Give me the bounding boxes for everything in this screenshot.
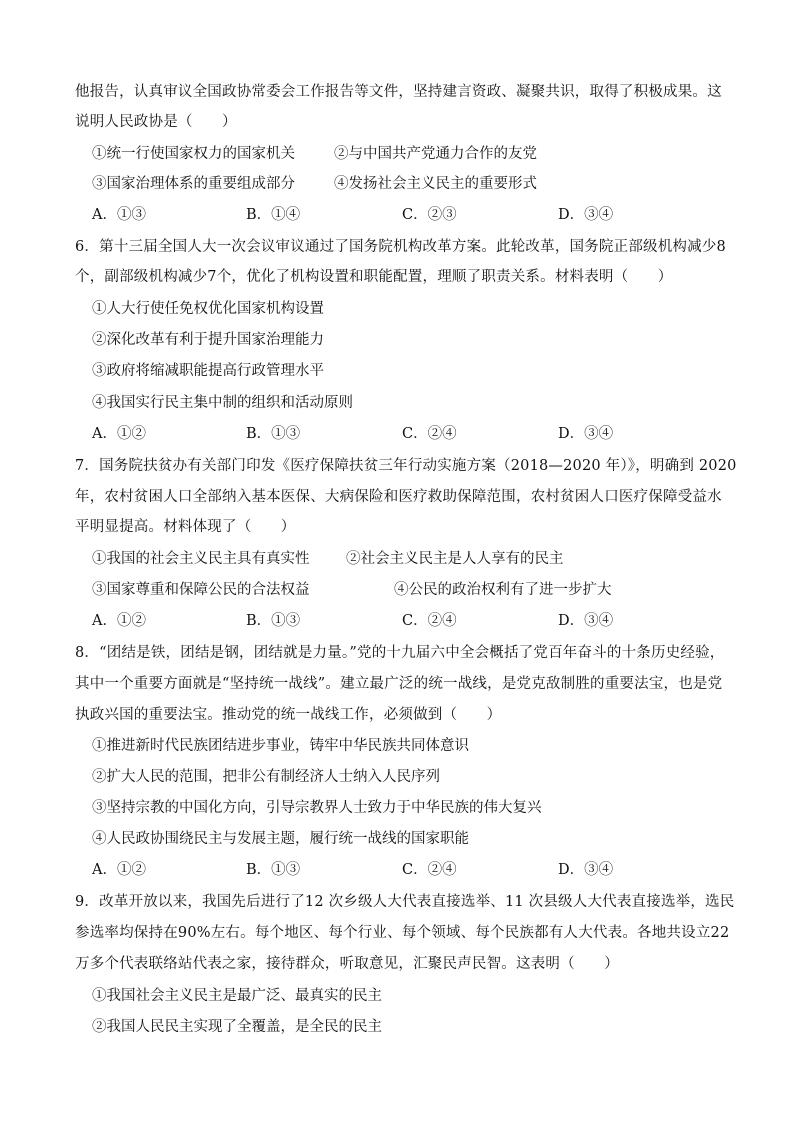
- q5-choice-c[interactable]: C．②③: [402, 207, 457, 223]
- q9-stem-line-3: 万多个代表联络站代表之家，接待群众，听取意见，汇聚民声民智。这表明（ ）: [75, 956, 619, 972]
- q9-stem-line-1: 9．改革开放以来，我国先后进行了12 次乡级人大代表直接选举、11 次县级人大代表直接选举，选民: [75, 894, 735, 910]
- q5-option-1: ①统一行使国家权力的国家机关: [92, 146, 295, 162]
- q8-option-4: ④人民政协围绕民主与发展主题，履行统一战线的国家职能: [92, 831, 469, 847]
- q6-option-2: ②深化改革有利于提升国家治理能力: [92, 332, 324, 348]
- q9-option-2: ②我国人民民主实现了全覆盖，是全民的民主: [92, 1019, 382, 1035]
- q5-choice-b[interactable]: B．①④: [246, 207, 301, 223]
- q7-stem-line-3: 平明显提高。材料体现了（ ）: [75, 519, 296, 535]
- q6-stem-line-1: 6．第十三届全国人大一次会议审议通过了国务院机构改革方案。此轮改革，国务院正部级机构减少8: [75, 239, 726, 255]
- q7-choice-b[interactable]: B．①③: [246, 613, 301, 629]
- q8-choice-d[interactable]: D．③④: [558, 862, 614, 878]
- q5-stem-line-2: 说明人民政协是（ ）: [75, 114, 237, 130]
- q8-choice-c[interactable]: C．②④: [402, 862, 457, 878]
- q9-stem-line-2: 参选率均保持在90%左右。每个地区、每个行业、每个领域、每个民族都有人大代表。各地共设立22: [75, 925, 730, 941]
- q8-choice-b[interactable]: B．①③: [246, 862, 301, 878]
- q6-choice-c[interactable]: C．②④: [402, 426, 457, 442]
- q8-option-3: ③坚持宗教的中国化方向，引导宗教界人士致力于中华民族的伟大复兴: [92, 800, 542, 816]
- q8-choice-a[interactable]: A．①②: [92, 862, 146, 878]
- q9-option-1: ①我国社会主义民主是最广泛、最真实的民主: [92, 988, 382, 1004]
- q8-option-1: ①推进新时代民族团结进步事业，铸牢中华民族共同体意识: [92, 738, 469, 754]
- q8-stem-line-1: 8．“团结是铁，团结是钢，团结就是力量。”党的十九届六中全会概括了党百年奋斗的十条历史经验，: [75, 645, 725, 661]
- q7-option-3: ③国家尊重和保障公民的合法权益: [92, 582, 310, 598]
- q8-stem-line-3: 执政兴国的重要法宝。推动党的统一战线工作，必须做到（ ）: [75, 707, 502, 723]
- q6-choice-d[interactable]: D．③④: [558, 426, 614, 442]
- q7-option-1: ①我国的社会主义民主具有真实性: [92, 551, 310, 567]
- q7-choice-c[interactable]: C．②④: [402, 613, 457, 629]
- q6-option-4: ④我国实行民主集中制的组织和活动原则: [92, 395, 353, 411]
- q6-choice-b[interactable]: B．①③: [246, 426, 301, 442]
- q7-option-2: ②社会主义民主是人人享有的民主: [346, 551, 564, 567]
- q5-choice-d[interactable]: D．③④: [558, 207, 614, 223]
- q7-stem-line-1: 7．国务院扶贫办有关部门印发《医疗保障扶贫三年行动实施方案（2018—2020 年）》，明确到 2020: [75, 458, 737, 474]
- q5-option-2: ②与中国共产党通力合作的友党: [334, 146, 537, 162]
- q5-option-4: ④发扬社会主义民主的重要形式: [334, 176, 537, 192]
- q7-stem-line-2: 年，农村贫困人口全部纳入基本医保、大病保险和医疗救助保障范围，农村贫困人口医疗保障受益水: [75, 489, 722, 505]
- q5-choice-a[interactable]: A．①③: [92, 207, 146, 223]
- q6-option-3: ③政府将缩减职能提高行政管理水平: [92, 363, 324, 379]
- q6-stem-line-2: 个，副部级机构减少7个，优化了机构设置和职能配置，理顺了职责关系。材料表明（ ）: [75, 269, 673, 285]
- q7-choice-d[interactable]: D．③④: [558, 613, 614, 629]
- q6-option-1: ①人大行使任免权优化国家机构设置: [92, 301, 324, 317]
- q8-stem-line-2: 其中一个重要方面就是“坚持统一战线”。建立最广泛的统一战线，是党克敌制胜的重要法宝，也是党: [75, 676, 723, 692]
- q5-option-3: ③国家治理体系的重要组成部分: [92, 176, 295, 192]
- q6-choice-a[interactable]: A．①②: [92, 426, 146, 442]
- q7-option-4: ④公民的政治权利有了进一步扩大: [394, 582, 612, 598]
- q8-option-2: ②扩大人民的范围，把非公有制经济人士纳入人民序列: [92, 769, 440, 785]
- q7-choice-a[interactable]: A．①②: [92, 613, 146, 629]
- q5-stem-line-1: 他报告，认真审议全国政协常委会工作报告等文件，坚持建言资政、凝聚共识，取得了积极成果。这: [75, 84, 722, 100]
